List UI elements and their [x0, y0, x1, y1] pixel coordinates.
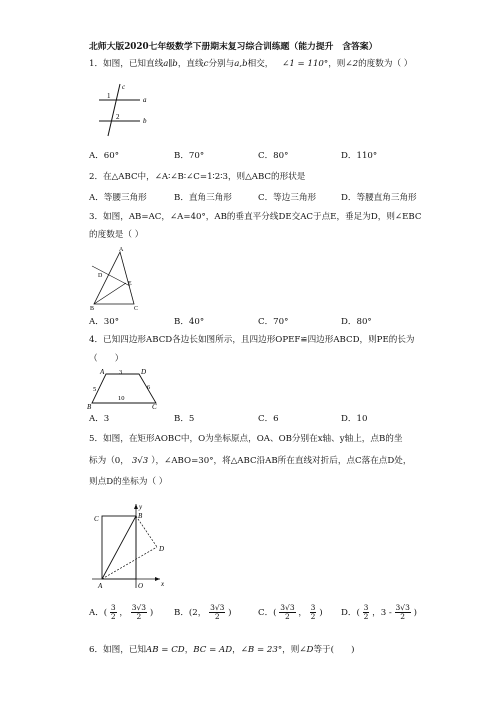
- q2-option-a[interactable]: A．等腰三角形: [89, 193, 147, 203]
- q4-fig-label: 6: [147, 384, 151, 391]
- fraction-denominator: 2: [214, 612, 220, 621]
- q3-stem-line2: 的度数是（ ）: [89, 230, 144, 240]
- q1-parallel: a∥b: [163, 59, 178, 69]
- q3-option-d[interactable]: D．80°: [341, 317, 372, 327]
- q5-fig-label: C: [94, 515, 99, 523]
- q4-fig-label: A: [100, 368, 105, 376]
- q4-figure: [86, 366, 162, 410]
- q2-option-b[interactable]: B．直角三角形: [174, 193, 232, 203]
- fraction-denominator: 2: [285, 612, 290, 621]
- option-close: ): [413, 608, 417, 618]
- q1-angle2: ∠2: [345, 59, 359, 69]
- q5-text: 标为（0，: [89, 456, 129, 466]
- fraction: [395, 604, 411, 621]
- option-close: ): [228, 608, 232, 618]
- q1-angle1: ∠1 = 110°: [282, 59, 329, 69]
- q5-text: ），∠ABO=30°，将△ABC沿AB所在直线对折后，点C落在点D处，: [151, 456, 412, 466]
- option-separator: ，: [298, 608, 307, 618]
- q1-lines-ab: a,b: [234, 59, 248, 69]
- q6-condition: AB = CD: [146, 645, 185, 655]
- option-close: ): [319, 608, 323, 618]
- q6-angle-d: ∠D: [299, 645, 314, 655]
- option-label: C．(: [258, 608, 277, 618]
- fraction-numerator: 3: [310, 603, 316, 612]
- q1-text: 的度数为（ ）: [358, 59, 413, 69]
- option-label: B．(2，: [174, 608, 207, 618]
- q4-option-a[interactable]: A．3: [89, 414, 110, 424]
- fraction-denominator: 2: [136, 612, 142, 621]
- q4-fig-label: D: [141, 368, 147, 376]
- q6-condition: BC = AD: [193, 645, 233, 655]
- q1-fig-label: a: [143, 96, 147, 104]
- q6-text: 6．如图，已知: [89, 645, 147, 655]
- q3-fig-label: A: [119, 247, 124, 253]
- q5-option-d[interactable]: [341, 604, 417, 621]
- q3-option-c[interactable]: C．70°: [258, 317, 289, 327]
- fraction-numerator: 3: [363, 603, 369, 612]
- q5-fig-label: x: [161, 580, 165, 588]
- fraction-numerator: 3√3: [395, 603, 410, 612]
- q6-text: ，: [232, 645, 241, 655]
- fraction-numerator: 3√3: [210, 603, 225, 612]
- fraction: [110, 604, 117, 621]
- fraction-numerator: 3: [110, 603, 116, 612]
- q2-option-d[interactable]: D．等腰直角三角形: [341, 193, 417, 203]
- q5-sqrt-value: 3√3: [131, 456, 149, 466]
- q1-text: ，直线: [177, 59, 204, 69]
- q6-text: 等于( ): [313, 645, 355, 655]
- q5-figure: [88, 500, 170, 590]
- fraction-denominator: 2: [363, 612, 369, 621]
- q3-fig-label: E: [128, 281, 132, 287]
- q5-fig-label: y: [139, 503, 143, 511]
- fraction: [209, 604, 225, 621]
- q2-stem: 2．在△ABC中，∠A∶∠B∶∠C=1∶2∶3，则△ABC的形状是: [89, 172, 306, 182]
- fraction-denominator: 2: [310, 612, 316, 621]
- fraction: [131, 604, 147, 621]
- q1-figure: [96, 80, 152, 138]
- q1-option-b[interactable]: B．70°: [174, 151, 205, 161]
- q5-fig-label: D: [159, 545, 165, 553]
- q4-stem-line2: （ ）: [89, 354, 124, 364]
- q1-stem: [89, 58, 412, 70]
- q1-fig-label: 2: [116, 113, 120, 121]
- q1-option-d[interactable]: D．110°: [341, 151, 378, 161]
- option-label: A．(: [89, 608, 108, 618]
- q3-fig-label: C: [134, 306, 139, 312]
- q3-stem-line1: 3．如图，AB=AC，∠A=40°，AB的垂直平分线DE交AC于点E，垂足为D，则∠EBC: [89, 212, 422, 222]
- q1-fig-label: b: [143, 117, 147, 125]
- fraction-denominator: 2: [400, 612, 406, 621]
- page-title: 北师大版2020七年级数学下册期末复习综合训练题（能力提升 含答案）: [89, 42, 378, 52]
- q3-fig-label: D: [98, 273, 103, 279]
- q1-option-c[interactable]: C．80°: [258, 151, 289, 161]
- q5-fig-label: A: [98, 582, 103, 590]
- option-label: D．(: [341, 608, 360, 618]
- q4-fig-label: 3: [119, 369, 123, 376]
- q4-fig-label: B: [87, 403, 92, 410]
- q6-text: ，则: [282, 645, 300, 655]
- option-close: ): [149, 608, 154, 618]
- option-separator: ，: [119, 608, 129, 618]
- q3-figure: [90, 244, 140, 312]
- q1-fig-label: 1: [107, 92, 111, 100]
- q4-option-c[interactable]: C．6: [258, 414, 279, 424]
- q1-text: 1．如图，已知直线: [89, 59, 164, 69]
- q3-fig-label: B: [90, 306, 95, 312]
- q6-text: ，: [184, 645, 194, 655]
- q4-fig-label: 10: [118, 395, 125, 402]
- q1-option-a[interactable]: A．60°: [89, 151, 120, 161]
- q5-option-c[interactable]: [258, 604, 323, 621]
- q3-option-a[interactable]: A．30°: [89, 317, 120, 327]
- q6-angle-b: ∠B = 23°: [240, 645, 283, 655]
- q1-text: 分别与: [208, 59, 235, 69]
- q4-fig-label: C: [152, 403, 157, 410]
- q1-text: 相交，: [247, 59, 274, 69]
- q1-fig-label: c: [122, 83, 126, 91]
- q3-option-b[interactable]: B．40°: [174, 317, 205, 327]
- q5-stem-line3: 则点D的坐标为（ ）: [89, 477, 168, 487]
- q5-stem-line1: 5．如图，在矩形AOBC中，O为坐标原点，OA、OB分别在x轴、y轴上，点B的坐: [89, 434, 403, 444]
- q4-option-d[interactable]: D．10: [341, 414, 368, 424]
- fraction: [279, 604, 295, 621]
- fraction-numerator: 3√3: [280, 603, 295, 612]
- q4-option-b[interactable]: B．5: [174, 414, 195, 424]
- q5-fig-label: O: [138, 582, 144, 590]
- fraction: [363, 604, 370, 621]
- q1-text: ，则: [328, 59, 346, 69]
- q5-option-a[interactable]: [89, 604, 153, 621]
- fraction: [310, 604, 317, 621]
- q5-option-b[interactable]: [174, 604, 231, 621]
- fraction-denominator: 2: [110, 612, 116, 621]
- q5-stem-line2: [89, 455, 411, 467]
- q4-stem-line1: 4．已知四边形ABCD各边长如图所示，且四边形OPEF≌四边形ABCD，则PE的长为: [89, 335, 415, 345]
- q1-line-c: c: [203, 59, 209, 69]
- q4-fig-label: 5: [93, 386, 97, 393]
- fraction-numerator: 3√3: [131, 603, 147, 612]
- q2-option-c[interactable]: C．等边三角形: [258, 193, 317, 203]
- option-separator: ，3 -: [372, 608, 392, 618]
- q5-fig-label: B: [138, 512, 143, 520]
- q6-stem: [89, 644, 355, 656]
